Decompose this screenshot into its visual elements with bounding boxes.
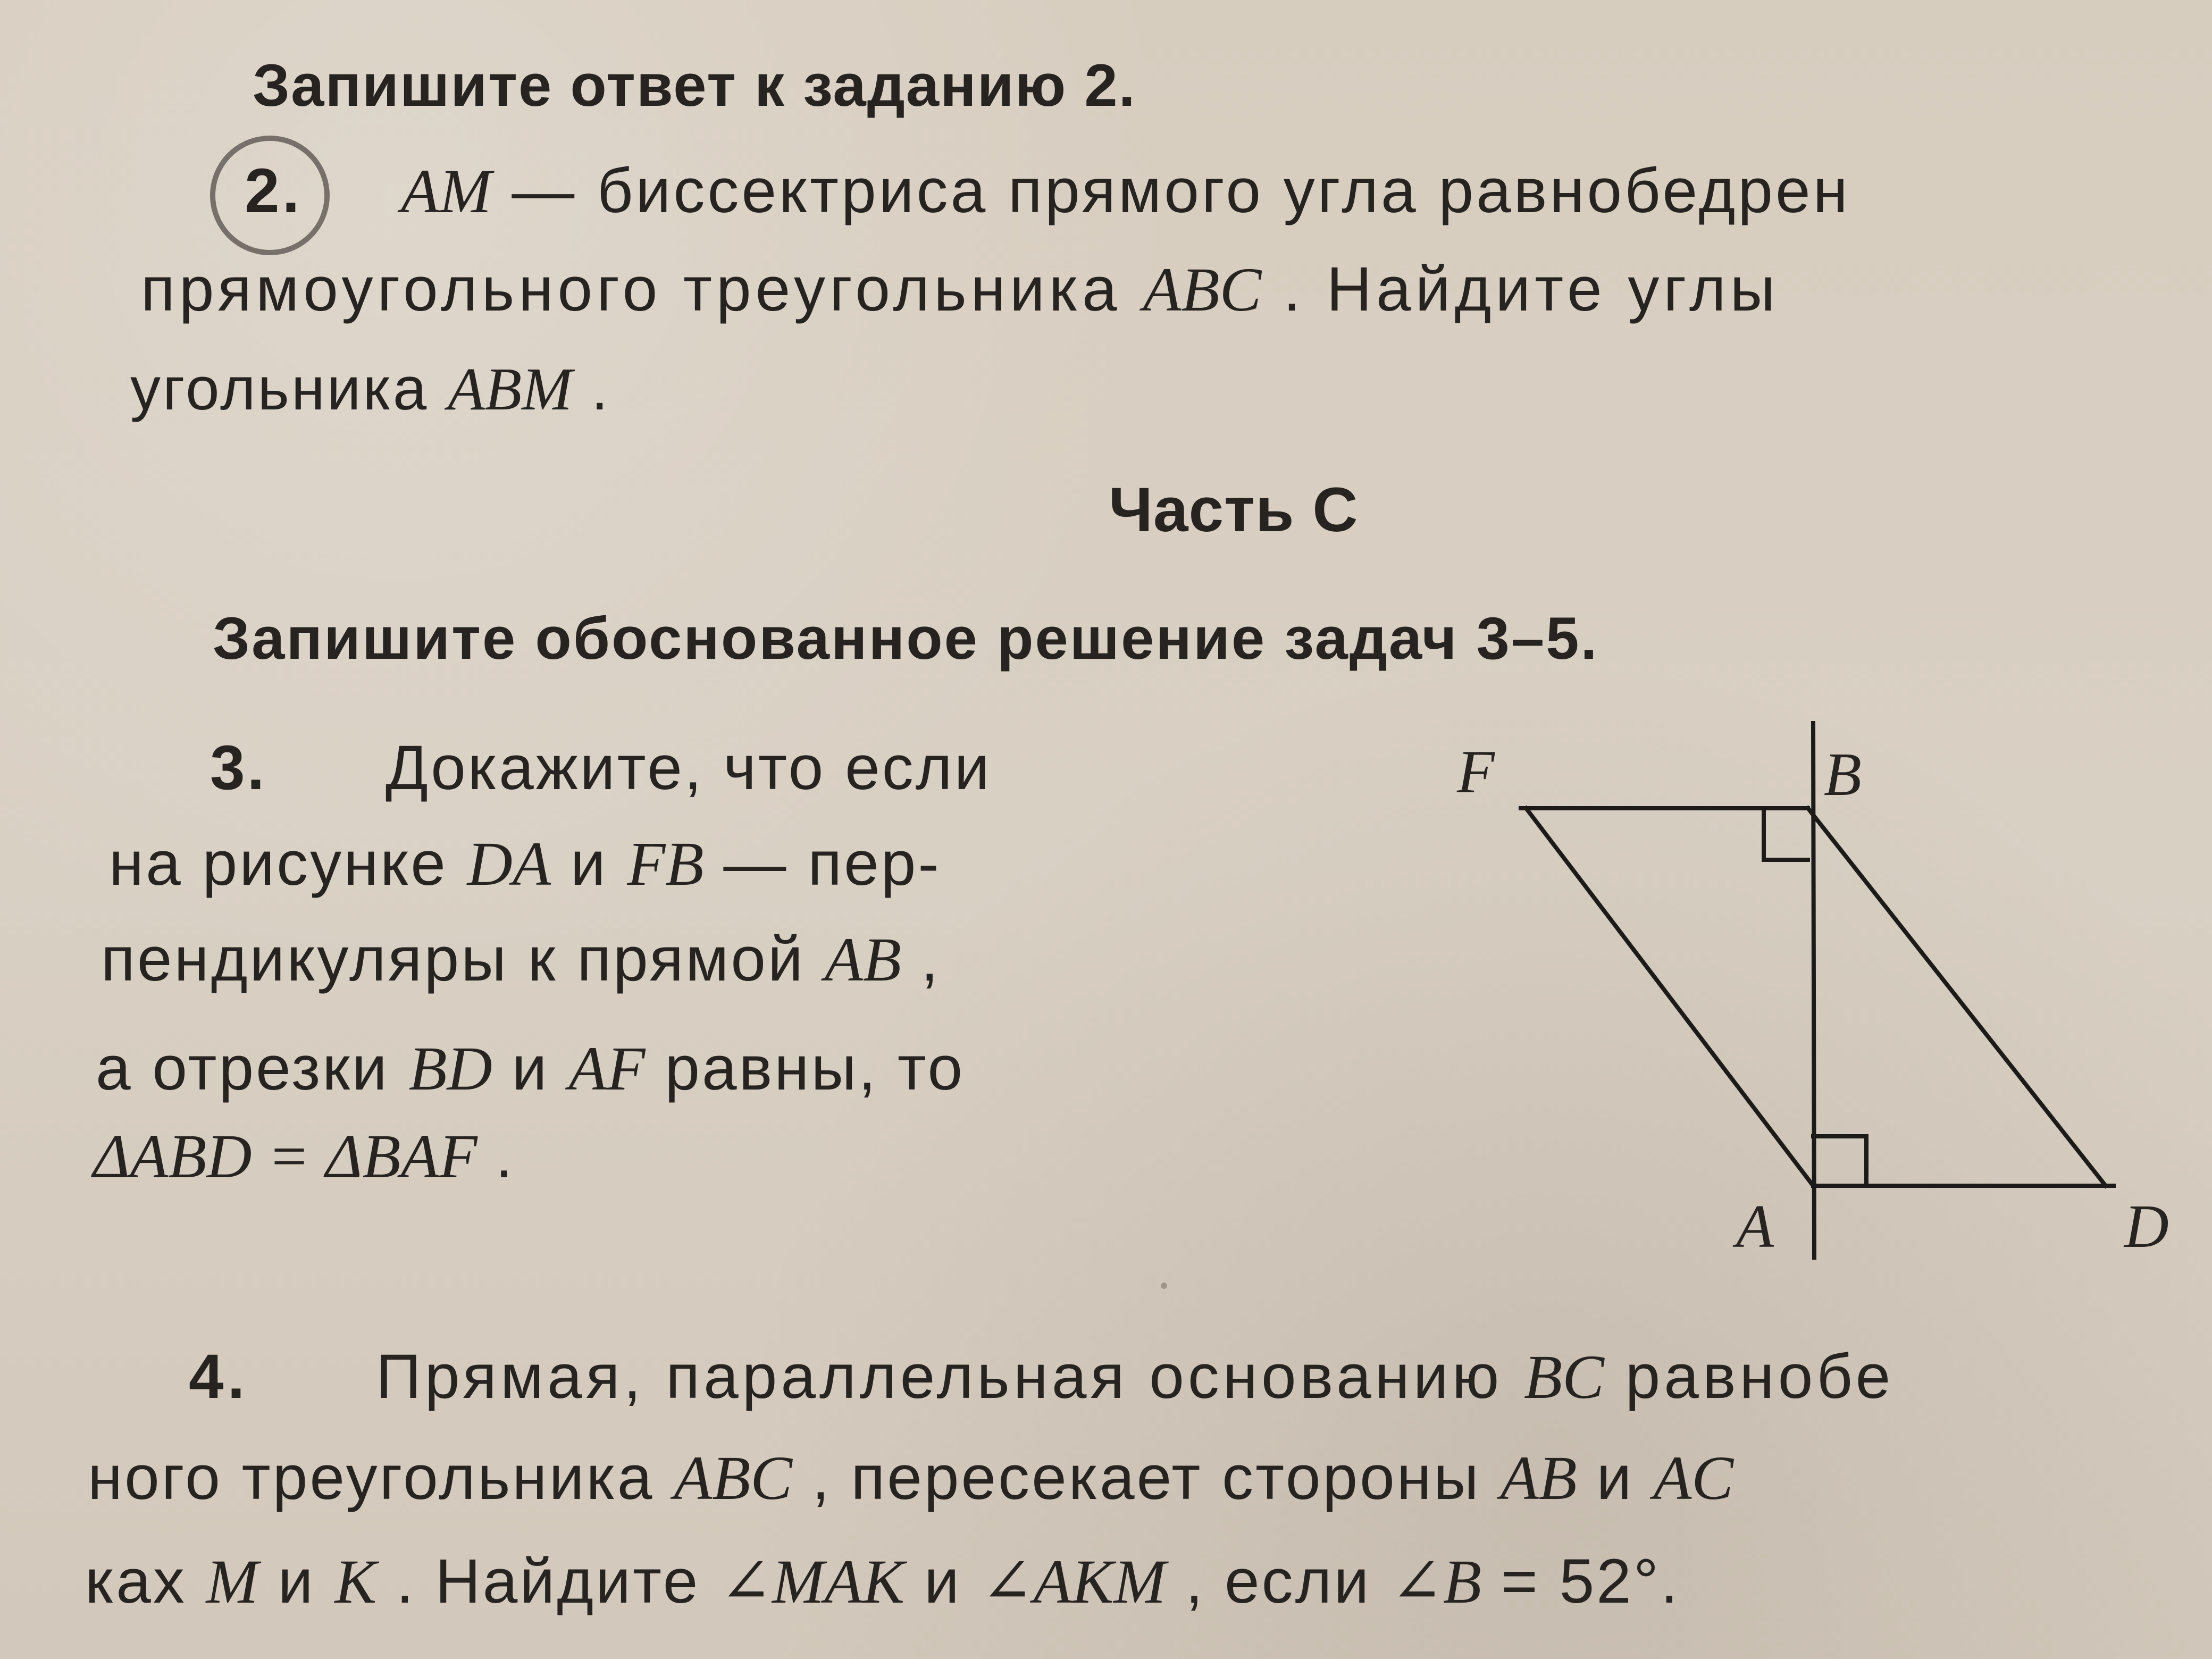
math-abc-task-4: ABC xyxy=(674,1443,793,1513)
math-bc: BC xyxy=(1524,1342,1604,1412)
task-4-line-1: 4. Прямая, параллельная основанию BC равнобе xyxy=(189,1342,1895,1412)
task-4-number: 4. xyxy=(189,1342,249,1412)
math-abc: ABC xyxy=(1143,255,1262,324)
math-am: AM xyxy=(401,156,492,226)
task-4-line-3: ках M и K . Найдите ∠MAK и ∠AKM , если ∠B = 52°. xyxy=(85,1546,1680,1616)
math-m: M xyxy=(206,1547,258,1616)
task-2-number: 2. xyxy=(245,156,303,226)
math-af: AF xyxy=(568,1034,646,1103)
math-ab: AB xyxy=(824,925,901,994)
task-3-number: 3. xyxy=(210,733,267,803)
math-fb: FB xyxy=(627,829,704,899)
task-3-line-1: 3. Докажите, что если xyxy=(210,733,992,803)
point-a-label: A xyxy=(1736,1193,1774,1261)
math-abm: ABM xyxy=(447,355,573,423)
task-3-line-3: пендикуляры к прямой AB , xyxy=(101,924,941,994)
task-2-line-3: угольника ABM . xyxy=(130,355,610,423)
angle-akm: ∠AKM xyxy=(981,1547,1166,1616)
task-2-instruction: Запишите ответ к заданию 2. xyxy=(253,52,1136,119)
point-d-label: D xyxy=(2124,1193,2169,1261)
point-b-label: B xyxy=(1824,741,1862,809)
math-ab-task-4: AB xyxy=(1500,1443,1577,1513)
math-k: K xyxy=(334,1547,377,1616)
paper-speck xyxy=(1161,1283,1167,1289)
task-3-line-2: на рисунке DA и FB — пер- xyxy=(109,828,941,899)
task-4-line-2: ного треугольника ABC , пересекает стороны AB и AC xyxy=(88,1443,1733,1513)
math-ac-task-4: AC xyxy=(1653,1443,1733,1513)
triangle-equality: ΔABD = ΔBAF xyxy=(93,1121,477,1191)
segment-bd xyxy=(1808,808,2106,1186)
segment-af xyxy=(1526,808,1813,1186)
task-2-line-2: прямоугольного треугольника ABC . Найдите углы xyxy=(141,254,1780,324)
task-3-line-4: а отрезки BD и AF равны, то xyxy=(96,1033,965,1103)
right-angle-b xyxy=(1764,808,1808,860)
task-2-line-1: 2. AM — биссектриса прямого угла равнобедрен xyxy=(245,156,1850,226)
math-da: DA xyxy=(467,829,551,899)
vertical-line-ab xyxy=(1813,723,1814,1258)
angle-mak: ∠MAK xyxy=(719,1547,905,1616)
part-c-title: Часть С xyxy=(1109,475,1359,545)
task-3-line-5: ΔABD = ΔBAF . xyxy=(93,1121,514,1191)
geometry-figure xyxy=(1446,713,2212,1266)
math-bd: BD xyxy=(408,1034,492,1103)
right-angle-a xyxy=(1813,1136,1866,1186)
angle-b: ∠B xyxy=(1390,1547,1482,1616)
point-f-label: F xyxy=(1457,738,1495,806)
part-c-instruction: Запишите обоснованное решение задач 3–5. xyxy=(213,605,1599,672)
